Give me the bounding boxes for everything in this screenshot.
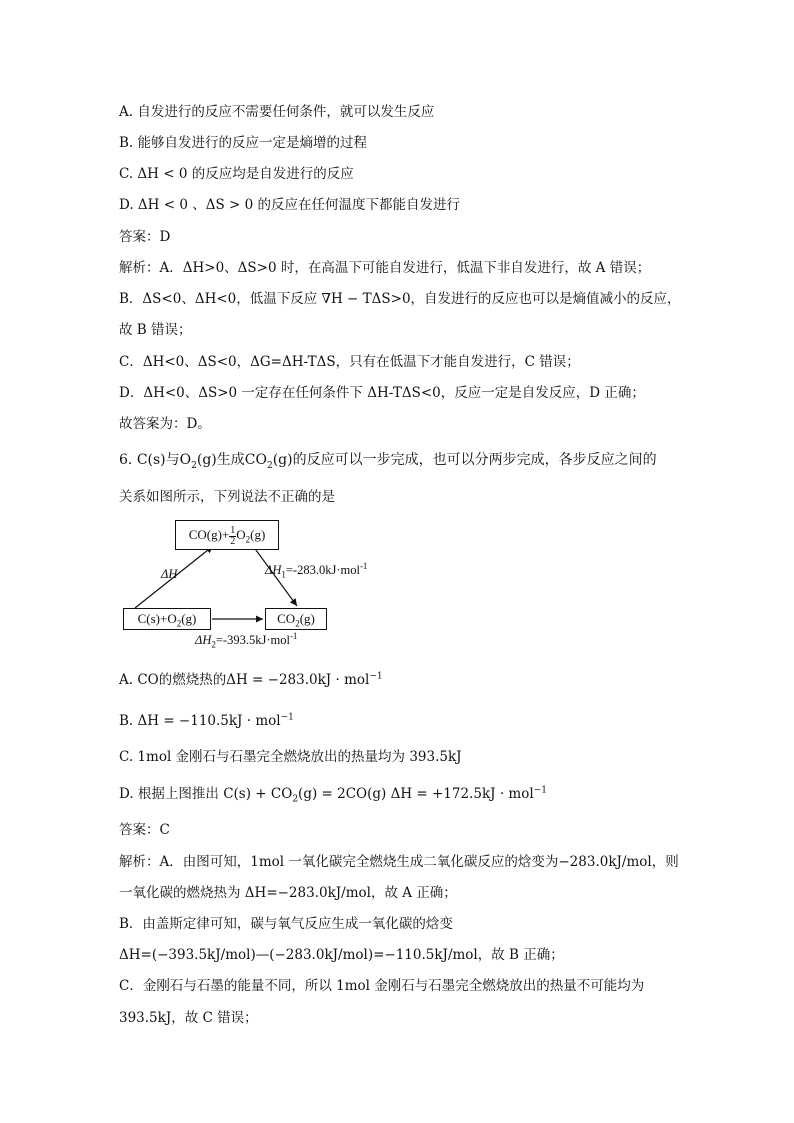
q6-option-d-text-1: D. 根据上图推出 C(s) + CO — [119, 786, 293, 802]
box-c-sub: 2 — [176, 618, 182, 629]
q6-option-b — [119, 712, 294, 730]
box-g-text: (g) — [250, 527, 266, 542]
box-c-g: (g) — [181, 611, 197, 626]
q6-stem-o-sub: 2 — [191, 460, 197, 471]
q6-option-b-text: B. ΔH = −110.5kJ · mol — [119, 713, 281, 729]
delta-h2-symbol: ΔH — [195, 633, 212, 647]
delta-h2-value: =-393.5kJ·mol — [215, 633, 290, 647]
q6-option-a — [119, 671, 383, 689]
q6-stem-c: C(s) — [136, 452, 166, 468]
q6-stem-and: 与 — [165, 452, 180, 468]
label-delta-h2 — [195, 630, 298, 650]
box-c-text: C(s)+O — [137, 611, 177, 626]
q5-answer: 答案：D — [119, 229, 171, 245]
q6-option-d-text-2: (g) = 2CO(g) ΔH = +172.5kJ · mol — [298, 786, 534, 802]
q5-explanation-1: 解析：A．ΔH>0、ΔS>0 时，在高温下可能自发进行，低温下非自发进行，故 A 错误； — [119, 260, 651, 276]
q5-option-d: D. ΔH < 0 、ΔS > 0 的反应在任何温度下都能自发进行 — [119, 197, 460, 213]
fraction-numerator: 1 — [230, 524, 236, 536]
box-co2-text: CO — [277, 611, 296, 626]
q6-option-a-text: A. CO的燃烧热的ΔH = −283.0kJ · mol — [119, 672, 370, 688]
q6-stem-rest: 的反应可以一步完成，也可以分两步完成，各步反应之间的 — [292, 452, 657, 468]
q5-explanation-2: B．ΔS<0、ΔH<0，低温下反应 ∇H − TΔS>0，自发进行的反应也可以是熵值减小的反应， — [119, 291, 681, 307]
q5-option-c: C. ΔH < 0 的反应均是自发进行的反应 — [119, 166, 354, 182]
q6-stem-line-1 — [119, 451, 657, 469]
q6-answer: 答案：C — [119, 822, 170, 838]
box-o-sub: 2 — [245, 534, 251, 545]
delta-h1-sub: 1 — [281, 569, 286, 580]
label-delta-h1 — [265, 560, 368, 580]
q6-explanation-3: B．由盖斯定律可知，碳与氧气反应生成一氧化碳的焓变 — [119, 916, 453, 932]
box-co2-sub: 2 — [295, 618, 300, 629]
box-co-half-o2 — [175, 520, 279, 550]
q5-explanation-4: C．ΔH<0、ΔS<0，ΔG=ΔH-TΔS，只有在低温下才能自发进行，C 错误； — [119, 354, 580, 370]
q6-option-a-sup: −1 — [369, 671, 383, 682]
q6-stem-co: CO — [244, 452, 267, 468]
q6-explanation-2: 一氧化碳的燃烧热为 ΔH=−283.0kJ/mol，故 A 正确； — [119, 885, 457, 901]
fraction-denominator: 2 — [230, 535, 236, 547]
delta-h2-sup: -1 — [289, 630, 298, 641]
q6-number: 6. — [119, 452, 133, 468]
delta-h1-sup: -1 — [359, 560, 368, 571]
delta-h1-value: =-283.0kJ·mol — [285, 563, 360, 577]
q5-final-answer: 故答案为：D。 — [119, 416, 211, 432]
q6-option-d — [119, 785, 547, 803]
box-co-text: CO(g)+ — [188, 527, 230, 542]
hess-law-diagram — [119, 512, 368, 662]
q6-option-c: C. 1mol 金刚石与石墨完全燃烧放出的热量均为 393.5kJ — [119, 749, 462, 765]
q6-stem-o: O — [179, 452, 192, 468]
q6-explanation-6: 393.5kJ，故 C 错误； — [119, 1010, 258, 1026]
delta-h2-sub: 2 — [211, 639, 216, 650]
box-co2-g: (g) — [299, 611, 315, 626]
box-co2 — [265, 608, 327, 630]
q6-option-b-sup: −1 — [280, 712, 294, 723]
delta-h-text: ΔH — [161, 567, 178, 581]
label-delta-h — [161, 567, 177, 582]
q6-option-d-sup: −1 — [533, 785, 547, 796]
q6-explanation-4: ΔH=(−393.5kJ/mol)—(−283.0kJ/mol)=−110.5kJ/mol，故 B 正确； — [119, 947, 564, 963]
box-o-text: O — [236, 527, 246, 542]
delta-h1-symbol: ΔH — [265, 563, 282, 577]
q5-explanation-3: 故 B 错误； — [119, 322, 192, 338]
q6-stem-produce: 生成 — [216, 452, 245, 468]
q6-option-d-sub: 2 — [292, 794, 299, 805]
q6-explanation-5: C．金刚石与石墨的能量不同，所以 1mol 金刚石与石墨完全燃烧放出的热量不可能均为 — [119, 978, 645, 994]
q6-stem-g2: (g) — [272, 452, 293, 468]
q6-explanation-1: 解析：A．由图可知，1mol 一氧化碳完全燃烧生成二氧化碳反应的焓变为−283.0kJ/mol，则 — [119, 854, 679, 870]
q6-stem-co-sub: 2 — [266, 460, 273, 471]
q6-stem-line-2: 关系如图所示，下列说法不正确的是 — [119, 489, 335, 505]
q6-stem-g1: (g) — [196, 452, 217, 468]
box-c-o2 — [123, 608, 211, 630]
q5-option-b: B. 能够自发进行的反应一定是熵增的过程 — [119, 135, 368, 151]
q5-option-a: A. 自发进行的反应不需要任何条件，就可以发生反应 — [119, 104, 435, 120]
q5-explanation-5: D．ΔH<0、ΔS>0 一定存在任何条件下 ΔH-TΔS<0，反应一定是自发反应，D 正确； — [119, 385, 645, 401]
